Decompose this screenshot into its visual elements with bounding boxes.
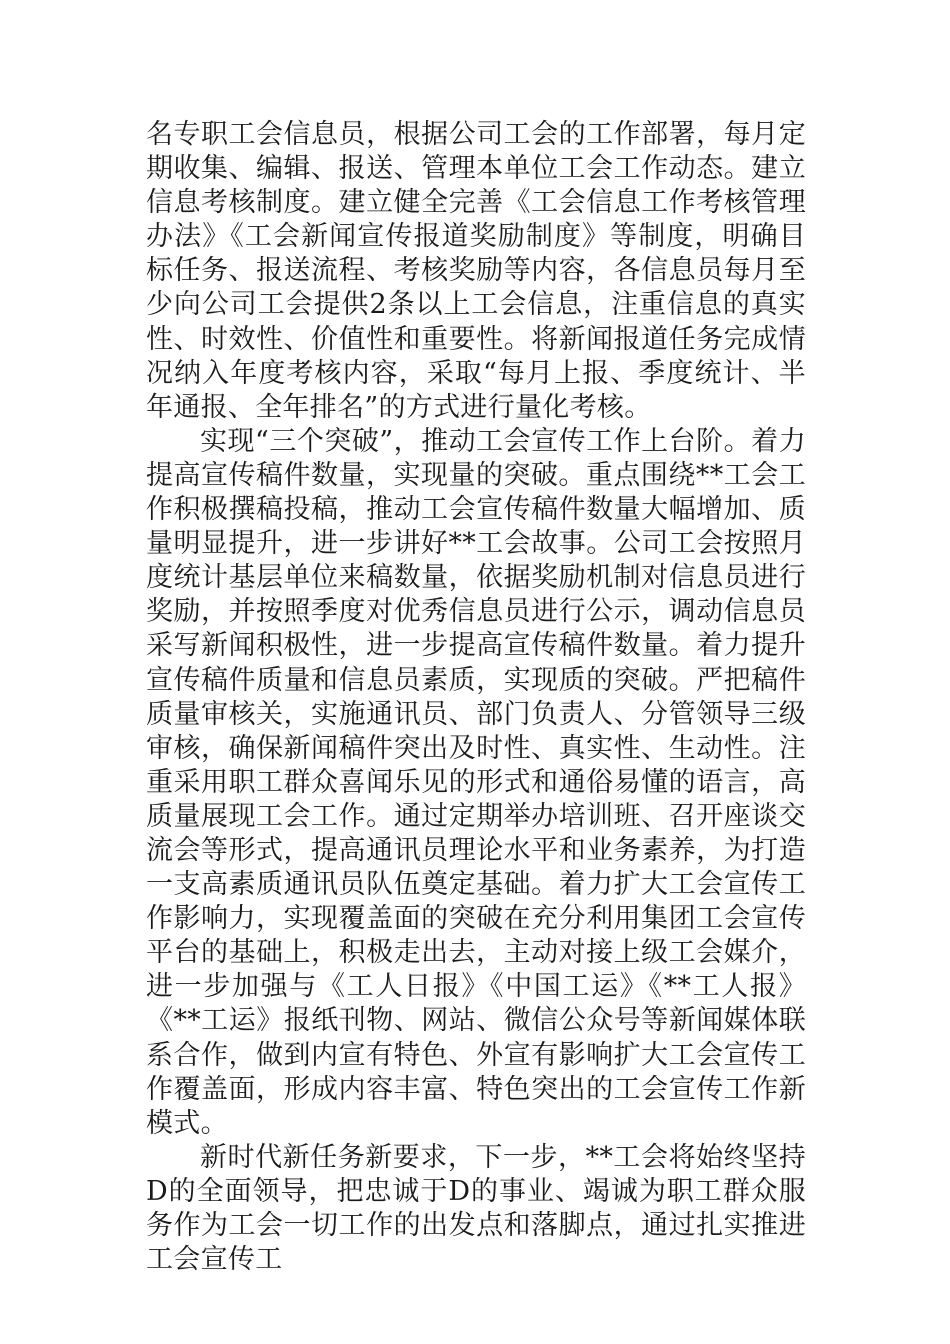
paragraph-2: 实现“三个突破”，推动工会宣传工作上台阶。着力提高宣传稿件数量，实现量的突破。重点围绕**工会工作积极撰稿投稿，推动工会宣传稿件数量大幅增加、质量明显提升，进一步讲好**工会故事。公司工会按照月度统计基层单位来稿数量，依据奖励机制对信息员进行奖励，并按照季度对优秀信息员进行公示，调动信息员采写新闻积极性，进一步提高宣传稿件数量。着力提升宣传稿件质量和信息员素质，实现质的突破。严把稿件质量审核关，实施通讯员、部门负责人、分管领导三级审核，确保新闻稿件突出及时性、真实性、生动性。注重采用职工群众喜闻乐见的形式和通俗易懂的语言，高质量展现工会工作。通过定期举办培训班、召开座谈交流会等形式，提高通讯员理论水平和业务素养，为打造一支高素质通讯员队伍奠定基础。着力扩大工会宣传工作影响力，实现覆盖面的突破在充分利用集团工会宣传平台的基础上，积极走出去，主动对接上级工会媒介，进一步加强与《工人日报》《中国工运》《**工人报》《**工运》报纸刊物、网站、微信公众号等新闻媒体联系合作，做到内宣有特色、外宣有影响扩大工会宣传工作覆盖面，形成内容丰富、特色突出的工会宣传工作新模式。 [146,425,806,1139]
document-body [146,118,806,1277]
paragraph-1: 名专职工会信息员，根据公司工会的工作部署，每月定期收集、编辑、报送、管理本单位工会工作动态。建立信息考核制度。建立健全完善《工会信息工作考核管理办法》《工会新闻宣传报道奖励制度》等制度，明确目标任务、报送流程、考核奖励等内容，各信息员每月至少向公司工会提供2条以上工会信息，注重信息的真实性、时效性、价值性和重要性。将新闻报道任务完成情况纳入年度考核内容，采取“每月上报、季度统计、半年通报、全年排名”的方式进行量化考核。 [146,119,806,423]
paragraph-3: 新时代新任务新要求，下一步，**工会将始终坚持D的全面领导，把忠诚于D的事业、竭诚为职工群众服务作为工会一切工作的出发点和落脚点，通过扎实推进工会宣传工 [146,1141,806,1276]
